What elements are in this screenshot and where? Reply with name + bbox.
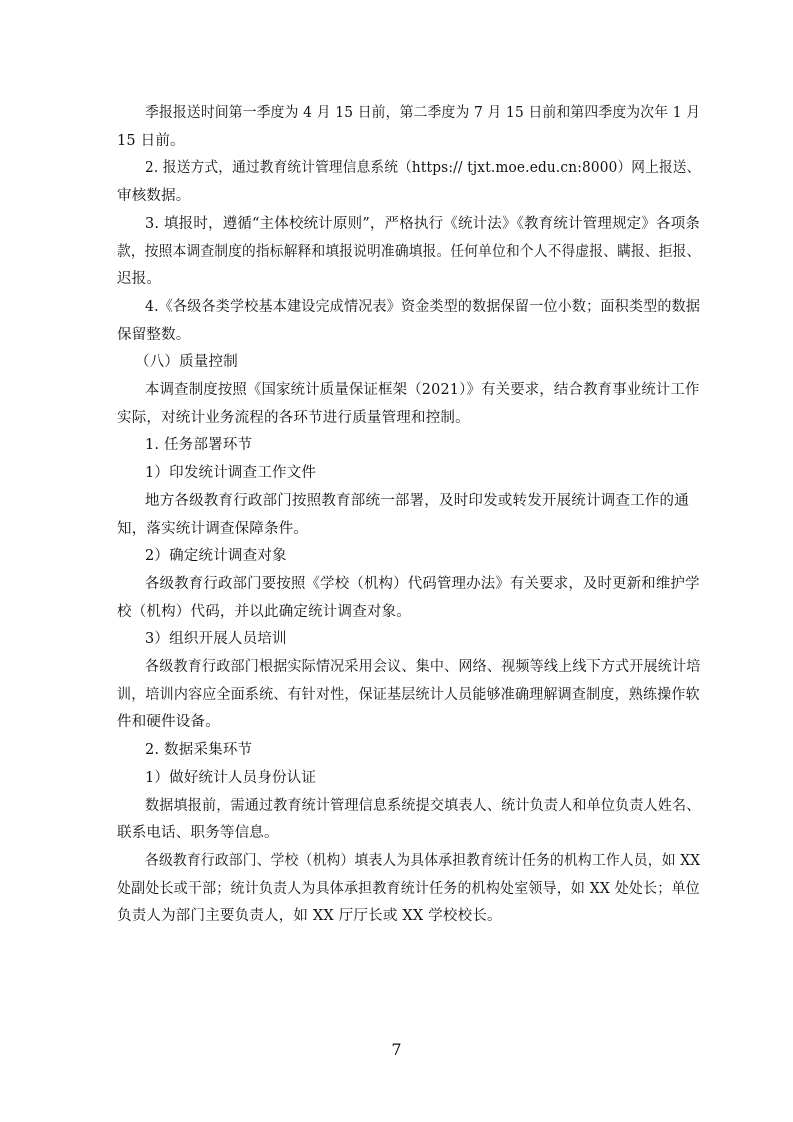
text-line: 各级教育行政部门、学校（机构）填表人为具体承担教育统计任务的机构工作人员，如 XX [145,852,701,869]
section-heading: （八）质量控制 [135,354,238,371]
text-line: 2. 报送方式，通过教育统计管理信息系统（https:// tjxt.moe.edu.cn:8000）网上报送、 [145,160,701,177]
text-line: 保留整数。 [117,326,191,343]
text-line: 4.《各级各类学校基本建设完成情况表》资金类型的数据保留一位小数；面积类型的数据 [145,298,701,315]
text-line: 各级教育行政部门根据实际情况采用会议、集中、网络、视频等线上线下方式开展统计培 [145,659,701,675]
text-line: 校（机构）代码，并以此确定统计调查对象。 [117,603,411,620]
item-heading: 3）组织开展人员培训 [145,631,287,648]
text-line: 季报报送时间第一季度为 4 月 15 日前，第二季度为 7 月 15 日前和第四季度为次年 1 月 [145,105,701,121]
text-line: 迟报。 [117,271,162,288]
item-heading: 1）做好统计人员身份认证 [145,769,317,786]
text-line: 知，落实统计调查保障条件。 [117,520,309,537]
subsection-heading: 2. 数据采集环节 [145,742,253,759]
item-heading: 1）印发统计调查工作文件 [145,465,317,482]
item-heading: 2）确定统计调查对象 [145,548,287,565]
text-line: 处副处长或干部；统计负责人为具体承担教育统计任务的机构处室领导，如 XX 处处长；单位 [117,880,700,897]
text-line: 数据填报前，需通过教育统计管理信息系统提交填表人、统计负责人和单位负责人姓名、 [145,797,701,814]
text-line: 本调查制度按照《国家统计质量保证框架（2021）》有关要求，结合教育事业统计工作 [145,382,700,398]
text-line: 负责人为部门主要负责人，如 XX 厅厅长或 XX 学校校长。 [117,908,502,925]
text-line: 15 日前。 [117,132,185,149]
text-line: 联系电话、职务等信息。 [117,825,279,842]
text-line: 地方各级教育行政部门按照教育部统一部署，及时印发或转发开展统计调查工作的通 [145,492,689,509]
text-line: 实际，对统计业务流程的各环节进行质量管理和控制。 [117,409,470,426]
text-line: 训，培训内容应全面系统、有针对性，保证基层统计人员能够准确理解调查制度，熟练操作软 [117,686,700,703]
text-line: 件和硬件设备。 [117,714,220,731]
text-line: 审核数据。 [117,188,191,205]
subsection-heading: 1. 任务部署环节 [145,437,253,454]
text-line: 各级教育行政部门要按照《学校（机构）代码管理办法》有关要求，及时更新和维护学 [145,575,700,592]
page-number: 7 [391,1040,402,1059]
text-line: 款，按照本调查制度的指标解释和填报说明准确填报。任何单位和个人不得虚报、瞒报、拒报、 [117,243,701,260]
text-line: 3. 填报时，遵循“主体校统计原则”，严格执行《统计法》《教育统计管理规定》各项条 [145,215,701,232]
